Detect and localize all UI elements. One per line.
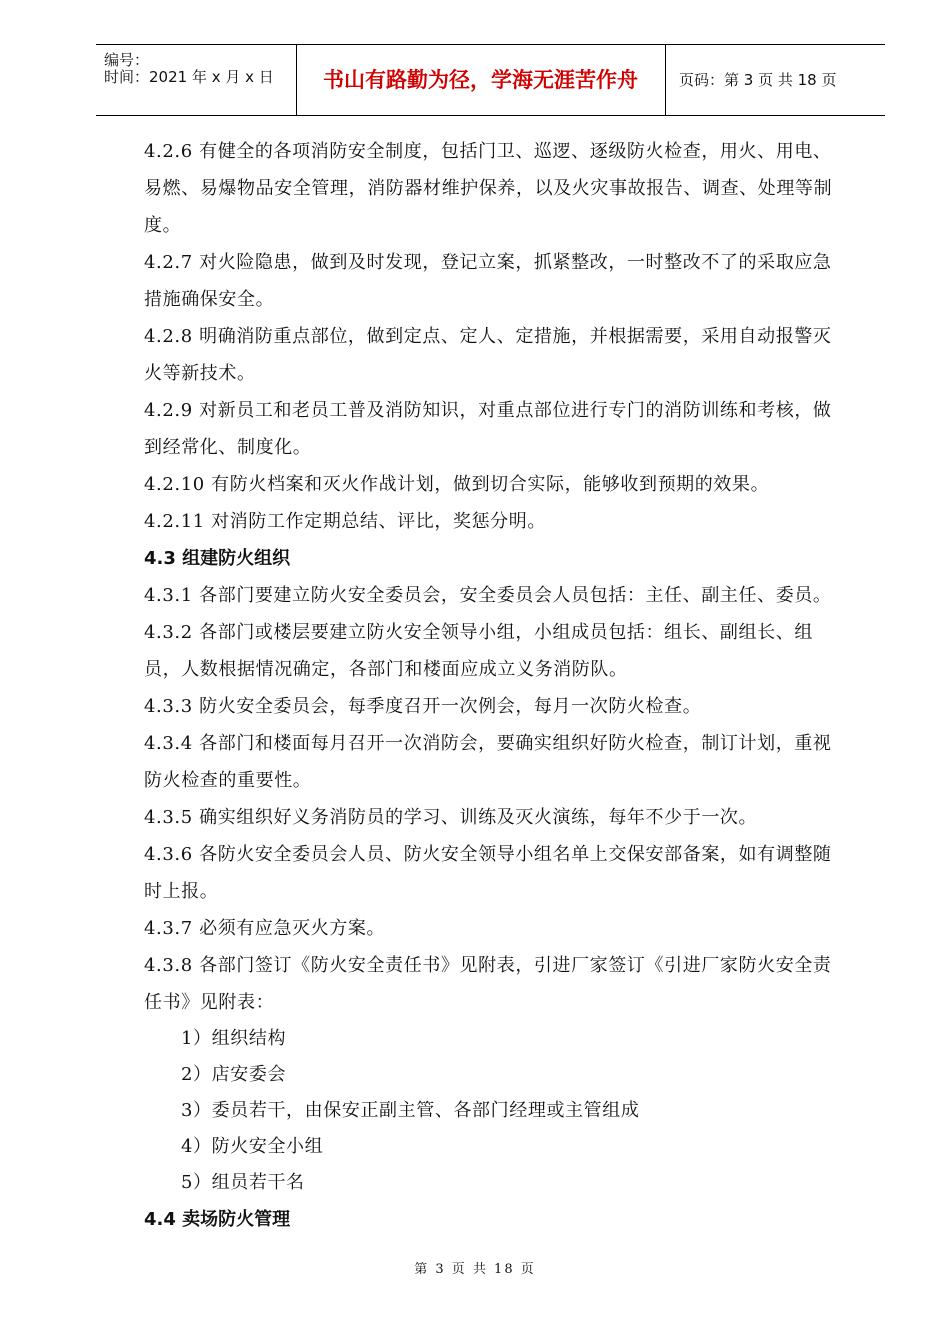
header-meta [96,45,297,115]
list-item: 4）防火安全小组 [181,1136,324,1157]
paragraph: 4.2.6 有健全的各项消防安全制度，包括门卫、巡逻、逐级防火检查，用火、用电、易燃、易爆物品安全管理，消防器材维护保养，以及火灾事故报告、调查、处理等制度。 [144,141,833,236]
paragraph: 4.3.6 各防火安全委员会人员、防火安全领导小组名单上交保安部备案，如有调整随时上报。 [144,844,832,902]
page-footer: 第 3 页 共 18 页 [414,1262,536,1277]
list-item: 5）组员若干名 [181,1172,305,1193]
paragraph: 4.2.10 有防火档案和灭火作战计划，做到切合实际，能够收到预期的效果。 [144,474,770,495]
paragraph: 4.3.7 必须有应急灭火方案。 [144,918,386,939]
header-motto: 书山有路勤为径，学海无涯苦作舟 [296,45,666,115]
list-item: 1）组织结构 [181,1028,287,1049]
paragraph: 4.2.11 对消防工作定期总结、评比，奖惩分明。 [144,511,546,532]
paragraph: 4.2.7 对火险隐患，做到及时发现，登记立案，抓紧整改，一时整改不了的采取应急措施确保安全。 [144,252,832,310]
paragraph: 4.3.3 防火安全委员会，每季度召开一次例会，每月一次防火检查。 [144,696,702,717]
list-item: 2）店安委会 [181,1064,287,1085]
list-item: 3）委员若干，由保安正副主管、各部门经理或主管组成 [181,1100,640,1121]
document-body [144,133,844,1238]
section-heading: 4.3 组建防火组织 [144,548,291,569]
document-header [96,44,885,116]
document-number-label: 编号： [104,51,150,69]
paragraph: 4.2.8 明确消防重点部位，做到定点、定人、定措施，并根据需要，采用自动报警灭火等新技术。 [144,326,832,384]
paragraph: 4.3.2 各部门或楼层要建立防火安全领导小组，小组成员包括：组长、副组长、组员，人数根据情况确定，各部门和楼面应成立义务消防队。 [144,622,813,680]
paragraph: 4.3.8 各部门签订《防火安全责任书》见附表，引进厂家签订《引进厂家防火安全责任书》见附表： [144,955,832,1013]
section-heading: 4.4 卖场防火管理 [144,1209,291,1230]
header-page-info: 页码：第 3 页 共 18 页 [679,71,837,89]
paragraph: 4.2.9 对新员工和老员工普及消防知识，对重点部位进行专门的消防训练和考核，做到经常化、制度化。 [144,400,832,458]
paragraph: 4.3.4 各部门和楼面每月召开一次消防会，要确实组织好防火检查，制订计划，重视防火检查的重要性。 [144,733,832,791]
paragraph: 4.3.1 各部门要建立防火安全委员会，安全委员会人员包括：主任、副主任、委员。 [144,585,832,606]
paragraph: 4.3.5 确实组织好义务消防员的学习、训练及灭火演练，每年不少于一次。 [144,807,758,828]
document-time: 时间：2021 年 x 月 x 日 [104,68,274,86]
